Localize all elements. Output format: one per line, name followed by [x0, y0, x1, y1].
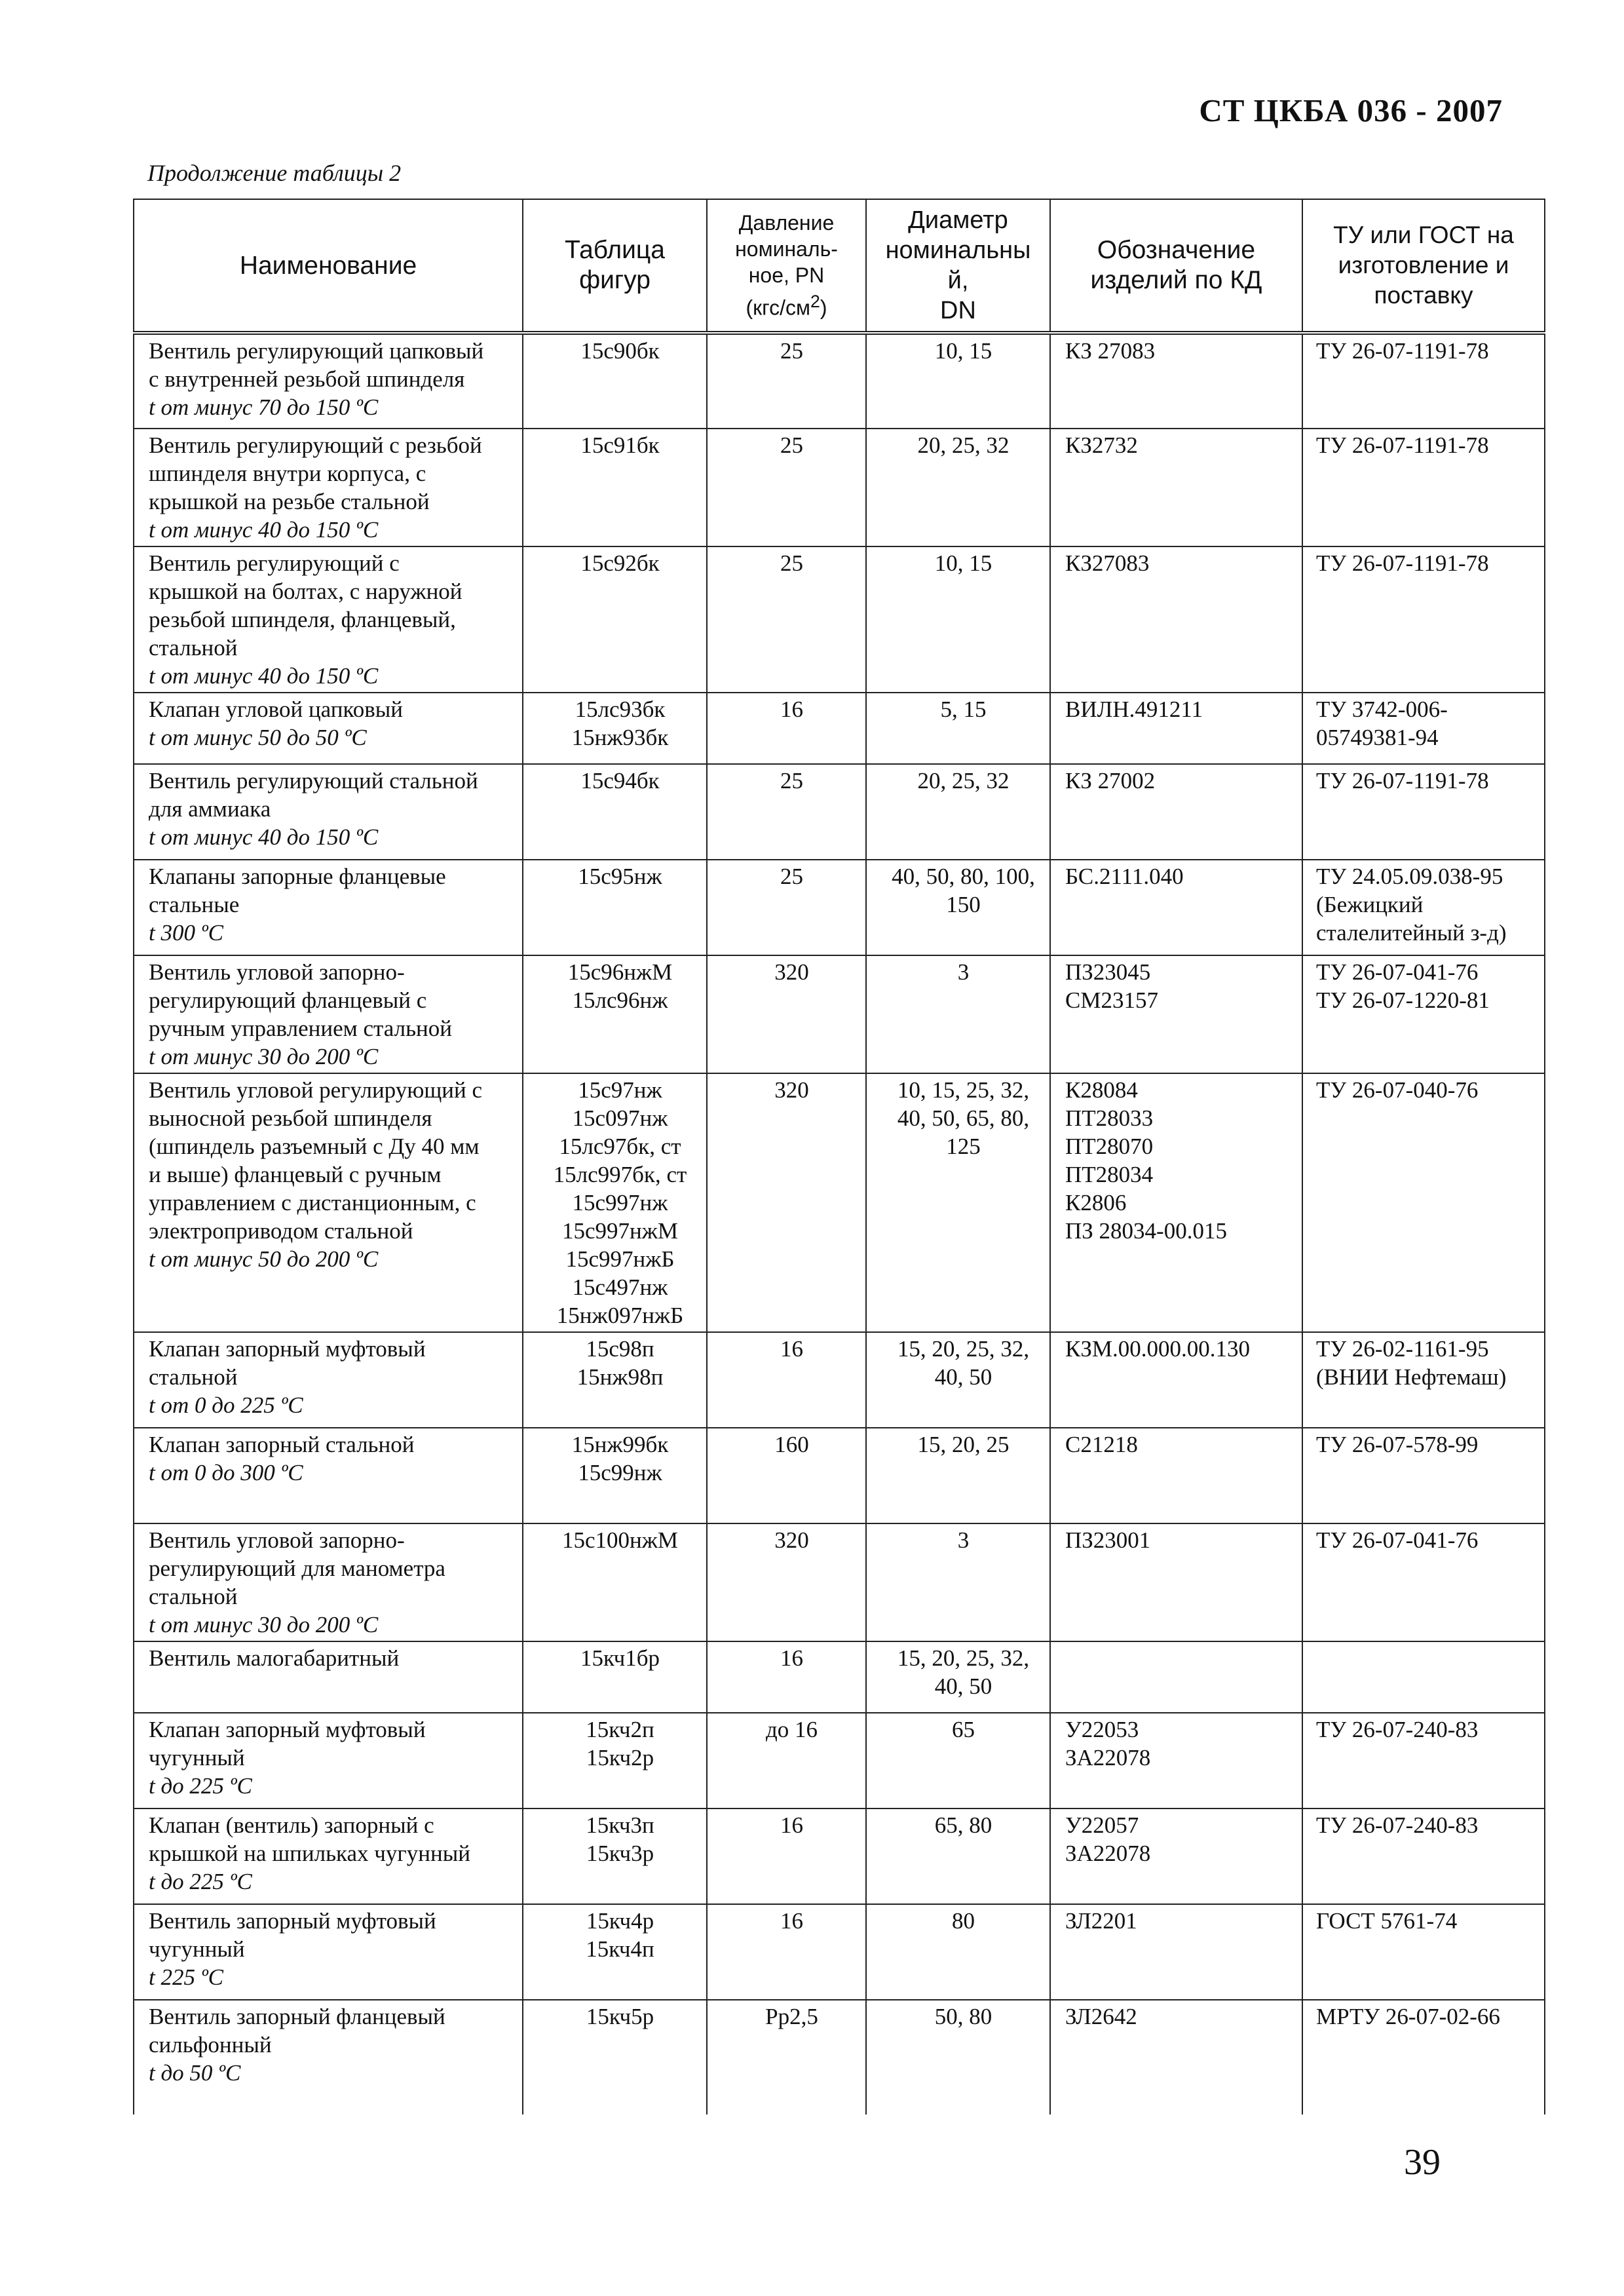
cell-name-line: Клапан запорный муфтовый — [149, 1717, 426, 1742]
cell-temperature-range: t от минус 30 до 200 ºС — [149, 1612, 379, 1637]
cell-diameter-line: 10, 15 — [934, 550, 992, 576]
cell-name-line: Вентиль запорный фланцевый — [149, 2004, 445, 2029]
cell-kd-designation-line: ПЗ23045 — [1065, 959, 1151, 985]
cell-name-line: для аммиака — [149, 796, 271, 822]
cell-diameter — [866, 955, 1050, 1073]
cell-tu-gost-line: ТУ 26-07-240-83 — [1316, 1812, 1479, 1838]
cell-name-line: Клапан угловой цапковый — [149, 697, 403, 722]
table-row — [134, 546, 1545, 693]
column-header-tu-line: изготовление и — [1338, 252, 1509, 278]
cell-name — [134, 693, 523, 764]
table-row — [134, 1332, 1545, 1428]
cell-figure — [523, 429, 707, 546]
cell-figure — [523, 764, 707, 860]
cell-figure-line: 15с97нж — [578, 1077, 662, 1103]
table-row — [134, 1428, 1545, 1523]
cell-diameter-line: 40, 50, 65, 80, — [897, 1105, 1030, 1131]
cell-name — [134, 1713, 523, 1808]
cell-name-line: резьбой шпинделя, фланцевый, — [149, 607, 456, 632]
cell-name — [134, 2000, 523, 2114]
cell-name-line: крышкой на резьбе стальной — [149, 489, 430, 514]
cell-temperature-range: t 225 ºС — [149, 1964, 223, 1990]
cell-kd-designation — [1050, 429, 1302, 546]
cell-diameter — [866, 1713, 1050, 1808]
column-header-diameter — [866, 199, 1050, 333]
cell-figure-line: 15нж98п — [576, 1364, 664, 1390]
cell-figure-line: 15нж99бк — [571, 1432, 669, 1457]
cell-temperature-range: t от 0 до 225 ºС — [149, 1392, 303, 1418]
table-row — [134, 429, 1545, 546]
cell-kd-designation — [1050, 1523, 1302, 1641]
cell-name-line: Клапан запорный стальной — [149, 1432, 415, 1457]
cell-tu-gost — [1302, 429, 1545, 546]
cell-temperature-range: t от минус 50 до 200 ºС — [149, 1246, 379, 1272]
cell-figure-line: 15кч3р — [586, 1841, 654, 1866]
column-header-kd-line: изделий по КД — [1090, 266, 1262, 294]
cell-tu-gost — [1302, 693, 1545, 764]
cell-name — [134, 764, 523, 860]
cell-temperature-range: t до 225 ºС — [149, 1869, 252, 1894]
column-header-figure-table — [523, 199, 707, 333]
cell-tu-gost-line: ТУ 26-07-1191-78 — [1316, 432, 1489, 458]
table-row — [134, 1073, 1545, 1332]
cell-name — [134, 1808, 523, 1904]
table-row — [134, 2000, 1545, 2114]
cell-tu-gost-line: МРТУ 26-07-02-66 — [1316, 2004, 1500, 2029]
cell-name — [134, 1641, 523, 1713]
cell-kd-designation-line: ЗА22078 — [1065, 1745, 1151, 1770]
cell-kd-designation — [1050, 1428, 1302, 1523]
cell-temperature-range: t от 0 до 300 ºС — [149, 1460, 303, 1485]
column-header-pressure-line: ное, PN — [748, 263, 825, 288]
page-number: 39 — [1404, 2142, 1441, 2183]
cell-name-line: (шпиндель разъемный с Ду 40 мм — [149, 1134, 480, 1159]
cell-temperature-range: t от минус 40 до 150 ºС — [149, 517, 379, 543]
cell-name-line: стальные — [149, 892, 240, 917]
cell-name-line: Клапаны запорные фланцевые — [149, 864, 446, 889]
cell-figure-line: 15с94бк — [580, 768, 660, 794]
cell-tu-gost — [1302, 860, 1545, 955]
cell-name-line: Вентиль угловой регулирующий с — [149, 1077, 483, 1103]
cell-name-line: Вентиль запорный муфтовый — [149, 1908, 436, 1934]
cell-diameter-line: 3 — [957, 1527, 970, 1553]
cell-kd-designation-line: К28084 — [1065, 1077, 1138, 1103]
cell-figure-line: 15лс96нж — [572, 987, 668, 1013]
cell-diameter — [866, 860, 1050, 955]
cell-figure — [523, 1713, 707, 1808]
cell-tu-gost-line: (ВНИИ Нефтемаш) — [1316, 1364, 1507, 1390]
cell-name-line: Вентиль регулирующий стальной — [149, 768, 478, 794]
cell-diameter-line: 40, 50 — [934, 1364, 992, 1390]
table-body — [134, 333, 1545, 2114]
cell-temperature-range: t 300 ºС — [149, 920, 223, 946]
cell-figure — [523, 546, 707, 693]
cell-pressure: 16 — [707, 693, 866, 764]
column-header-pressure-line: Давление — [738, 211, 835, 235]
valve-spec-table — [133, 199, 1545, 2114]
cell-figure-line: 15кч1бр — [580, 1645, 660, 1671]
cell-pressure: 25 — [707, 429, 866, 546]
cell-figure-line: 15с90бк — [580, 338, 660, 364]
cell-figure-line: 15кч2п — [586, 1717, 654, 1742]
table-header-row — [134, 199, 1545, 333]
cell-kd-designation-line: ПТ28033 — [1065, 1105, 1154, 1131]
table-row — [134, 1523, 1545, 1641]
table-row — [134, 1808, 1545, 1904]
cell-tu-gost — [1302, 1641, 1545, 1713]
column-header-diameter-line: Диаметр — [908, 206, 1008, 234]
cell-pressure: 25 — [707, 764, 866, 860]
cell-figure-line: 15с100нжМ — [561, 1527, 679, 1553]
cell-kd-designation — [1050, 1904, 1302, 2000]
cell-tu-gost — [1302, 1808, 1545, 1904]
cell-kd-designation — [1050, 955, 1302, 1073]
cell-kd-designation-line: С21218 — [1065, 1432, 1138, 1457]
column-header-diameter-line: й, — [947, 267, 969, 294]
cell-figure-line: 15с95нж — [578, 864, 662, 889]
cell-figure-line: 15с497нж — [572, 1274, 668, 1300]
cell-figure-line: 15лс997бк, ст — [553, 1162, 687, 1187]
cell-kd-designation — [1050, 860, 1302, 955]
cell-diameter — [866, 1523, 1050, 1641]
cell-figure-line: 15нж93бк — [571, 725, 669, 750]
column-header-pressure — [707, 199, 866, 333]
cell-tu-gost-line: ТУ 26-02-1161-95 — [1316, 1336, 1489, 1362]
cell-name — [134, 1904, 523, 2000]
cell-kd-designation-line: КЗ 27083 — [1065, 338, 1156, 364]
cell-name-line: Вентиль угловой запорно- — [149, 959, 405, 985]
cell-figure-line: 15кч4р — [586, 1908, 654, 1934]
cell-tu-gost — [1302, 1713, 1545, 1808]
cell-tu-gost-line: ТУ 24.05.09.038-95 — [1316, 864, 1503, 889]
cell-tu-gost-line: сталелитейный з-д) — [1316, 920, 1507, 946]
cell-kd-designation-line: КЗ27083 — [1065, 550, 1150, 576]
cell-pressure: 320 — [707, 1523, 866, 1641]
cell-figure — [523, 860, 707, 955]
cell-figure-line: 15лс97бк, ст — [559, 1134, 681, 1159]
column-header-name: Наименование — [134, 199, 523, 333]
cell-figure-line: 15с097нж — [572, 1105, 668, 1131]
cell-name — [134, 546, 523, 693]
cell-diameter-line: 10, 15, 25, 32, — [897, 1077, 1030, 1103]
cell-tu-gost — [1302, 546, 1545, 693]
cell-kd-designation — [1050, 1713, 1302, 1808]
cell-tu-gost — [1302, 1523, 1545, 1641]
cell-tu-gost-line: ТУ 26-07-041-76 — [1316, 959, 1479, 985]
table-row — [134, 1641, 1545, 1713]
cell-tu-gost-line: ТУ 26-07-1191-78 — [1316, 768, 1489, 794]
cell-name-line: Вентиль регулирующий с — [149, 550, 400, 576]
cell-diameter-line: 150 — [946, 892, 981, 917]
unit-close: ) — [820, 296, 827, 320]
cell-name-line: ручным управлением стальной — [149, 1016, 452, 1041]
cell-tu-gost — [1302, 764, 1545, 860]
table-row — [134, 955, 1545, 1073]
cell-tu-gost-line: ТУ 26-07-040-76 — [1316, 1077, 1479, 1103]
cell-name-line: управлением с дистанционным, с — [149, 1190, 476, 1215]
column-header-tu-gost — [1302, 199, 1545, 333]
cell-name-line: и выше) фланцевый с ручным — [149, 1162, 442, 1187]
cell-pressure: до 16 — [707, 1713, 866, 1808]
cell-name-line: крышкой на шпильках чугунный — [149, 1841, 470, 1866]
cell-diameter — [866, 429, 1050, 546]
cell-kd-designation — [1050, 1332, 1302, 1428]
cell-diameter-line: 3 — [957, 959, 970, 985]
cell-diameter-line: 65 — [952, 1717, 975, 1742]
cell-diameter-line: 15, 20, 25, 32, — [897, 1645, 1030, 1671]
cell-temperature-range: t до 225 ºС — [149, 1773, 252, 1799]
cell-name — [134, 333, 523, 429]
column-header-tu-line: поставку — [1374, 282, 1473, 309]
cell-figure — [523, 2000, 707, 2114]
cell-tu-gost-line: ТУ 26-07-240-83 — [1316, 1717, 1479, 1742]
cell-kd-designation-line: БС.2111.040 — [1065, 864, 1184, 889]
cell-tu-gost — [1302, 2000, 1545, 2114]
cell-figure-line: 15кч4п — [586, 1936, 654, 1962]
cell-figure — [523, 955, 707, 1073]
cell-tu-gost — [1302, 1428, 1545, 1523]
cell-name-line: Клапан (вентиль) запорный с — [149, 1812, 434, 1838]
cell-pressure: 25 — [707, 860, 866, 955]
column-header-figure-line: Таблица — [565, 236, 665, 264]
cell-diameter — [866, 1073, 1050, 1332]
cell-figure — [523, 1428, 707, 1523]
cell-name-line: Вентиль регулирующий цапковый — [149, 338, 484, 364]
cell-kd-designation-line: СМ23157 — [1065, 987, 1158, 1013]
cell-diameter-line: 20, 25, 32 — [917, 432, 1010, 458]
cell-temperature-range: t от минус 70 до 150 ºС — [149, 394, 379, 420]
cell-kd-designation — [1050, 693, 1302, 764]
cell-kd-designation-line: КЗМ.00.000.00.130 — [1065, 1336, 1250, 1362]
cell-name-line: электроприводом стальной — [149, 1218, 413, 1244]
table-row — [134, 333, 1545, 429]
cell-kd-designation-line: КЗ2732 — [1065, 432, 1138, 458]
cell-pressure: 25 — [707, 333, 866, 429]
cell-kd-designation — [1050, 1641, 1302, 1713]
cell-name-line: Вентиль малогабаритный — [149, 1645, 400, 1671]
cell-diameter — [866, 1332, 1050, 1428]
cell-name-line: с внутренней резьбой шпинделя — [149, 366, 465, 392]
cell-diameter-line: 40, 50, 80, 100, — [892, 864, 1035, 889]
cell-pressure: 320 — [707, 955, 866, 1073]
table-row — [134, 860, 1545, 955]
cell-name-line: Вентиль регулирующий с резьбой — [149, 432, 482, 458]
cell-tu-gost-line: ГОСТ 5761-74 — [1316, 1908, 1458, 1934]
cell-figure — [523, 1523, 707, 1641]
cell-figure-line: 15кч5р — [586, 2004, 654, 2029]
cell-name — [134, 1523, 523, 1641]
cell-diameter — [866, 693, 1050, 764]
column-header-diameter-line: номинальны — [885, 237, 1031, 264]
cell-name-line: сильфонный — [149, 2032, 272, 2057]
cell-name-line: крышкой на болтах, с наружной — [149, 579, 463, 604]
cell-figure — [523, 1904, 707, 2000]
column-header-pressure-unit — [711, 288, 861, 321]
cell-name-line: стальной — [149, 1364, 238, 1390]
cell-kd-designation-line: ПЗ 28034-00.015 — [1065, 1218, 1227, 1244]
cell-kd-designation-line: ПТ28034 — [1065, 1162, 1154, 1187]
cell-diameter — [866, 333, 1050, 429]
cell-pressure: 320 — [707, 1073, 866, 1332]
cell-tu-gost — [1302, 1073, 1545, 1332]
cell-temperature-range: t от минус 40 до 150 ºС — [149, 824, 379, 850]
cell-pressure: 160 — [707, 1428, 866, 1523]
cell-figure-line: 15с997нжМ — [561, 1218, 679, 1244]
cell-temperature-range: t от минус 50 до 50 ºС — [149, 725, 367, 750]
cell-kd-designation-line: У22053 — [1065, 1717, 1139, 1742]
cell-figure-line: 15с96нжМ — [567, 959, 673, 985]
cell-temperature-range: t от минус 30 до 200 ºС — [149, 1044, 379, 1069]
cell-kd-designation-line: ПТ28070 — [1065, 1134, 1154, 1159]
cell-diameter — [866, 2000, 1050, 2114]
cell-tu-gost — [1302, 333, 1545, 429]
cell-figure — [523, 693, 707, 764]
document-code: СТ ЦКБА 036 - 2007 — [1199, 92, 1503, 128]
cell-kd-designation — [1050, 1808, 1302, 1904]
cell-pressure: 16 — [707, 1808, 866, 1904]
unit-base: (кгс/см — [746, 296, 811, 320]
column-header-diameter-line: DN — [940, 297, 976, 324]
cell-tu-gost — [1302, 1904, 1545, 2000]
cell-kd-designation-line: ЗЛ2642 — [1065, 2004, 1137, 2029]
cell-diameter — [866, 1641, 1050, 1713]
cell-kd-designation-line: К2806 — [1065, 1190, 1127, 1215]
cell-figure-line: 15с91бк — [580, 432, 660, 458]
cell-tu-gost-line: ТУ 26-07-1191-78 — [1316, 338, 1489, 364]
cell-name — [134, 1332, 523, 1428]
cell-figure-line: 15с997нжБ — [565, 1246, 675, 1272]
cell-kd-designation-line: У22057 — [1065, 1812, 1139, 1838]
cell-tu-gost-line: 05749381-94 — [1316, 725, 1439, 750]
cell-name — [134, 1073, 523, 1332]
cell-temperature-range: t от минус 40 до 150 ºС — [149, 663, 379, 689]
cell-figure — [523, 1073, 707, 1332]
cell-temperature-range: t до 50 ºС — [149, 2060, 241, 2086]
cell-figure-line: 15с92бк — [580, 550, 660, 576]
column-header-kd-line: Обозначение — [1097, 236, 1256, 264]
cell-figure — [523, 1641, 707, 1713]
cell-kd-designation — [1050, 333, 1302, 429]
cell-kd-designation-line: ПЗ23001 — [1065, 1527, 1151, 1553]
cell-name-line: Вентиль угловой запорно- — [149, 1527, 405, 1553]
cell-diameter-line: 15, 20, 25, 32, — [897, 1336, 1030, 1362]
cell-name-line: выносной резьбой шпинделя — [149, 1105, 432, 1131]
cell-tu-gost-line: ТУ 26-07-1220-81 — [1316, 987, 1490, 1013]
cell-figure — [523, 333, 707, 429]
cell-kd-designation-line: ВИЛН.491211 — [1065, 697, 1203, 722]
column-header-tu-line: ТУ или ГОСТ на — [1333, 221, 1514, 248]
cell-kd-designation — [1050, 764, 1302, 860]
cell-name-line: стальной — [149, 635, 238, 660]
column-header-pressure-line: номиналь- — [735, 237, 838, 261]
cell-diameter-line: 40, 50 — [934, 1674, 992, 1699]
cell-diameter-line: 10, 15 — [934, 338, 992, 364]
cell-name-line: Клапан запорный муфтовый — [149, 1336, 426, 1362]
cell-pressure: 16 — [707, 1332, 866, 1428]
table-continuation-caption: Продолжение таблицы 2 — [147, 160, 402, 186]
cell-kd-designation — [1050, 546, 1302, 693]
cell-diameter-line: 20, 25, 32 — [917, 768, 1010, 794]
cell-diameter — [866, 1808, 1050, 1904]
cell-diameter — [866, 1904, 1050, 2000]
cell-figure-line: 15нж097нжБ — [556, 1303, 684, 1328]
cell-diameter — [866, 1428, 1050, 1523]
cell-tu-gost — [1302, 1332, 1545, 1428]
cell-figure-line: 15лс93бк — [575, 697, 666, 722]
cell-kd-designation-line: ЗА22078 — [1065, 1841, 1151, 1866]
cell-pressure: 16 — [707, 1904, 866, 2000]
cell-diameter-line: 15, 20, 25 — [917, 1432, 1010, 1457]
cell-figure — [523, 1332, 707, 1428]
cell-tu-gost — [1302, 955, 1545, 1073]
cell-name — [134, 860, 523, 955]
cell-tu-gost-line: ТУ 26-07-041-76 — [1316, 1527, 1479, 1553]
cell-figure — [523, 1808, 707, 1904]
cell-figure-line: 15кч3п — [586, 1812, 654, 1838]
cell-name-line: чугунный — [149, 1745, 245, 1770]
cell-kd-designation — [1050, 2000, 1302, 2114]
table-row — [134, 764, 1545, 860]
cell-name-line: шпинделя внутри корпуса, с — [149, 461, 426, 486]
cell-diameter-line: 50, 80 — [934, 2004, 992, 2029]
cell-tu-gost-line: (Бежицкий — [1316, 892, 1424, 917]
cell-name-line: регулирующий фланцевый с — [149, 987, 427, 1013]
cell-diameter — [866, 764, 1050, 860]
cell-figure-line: 15с98п — [586, 1336, 654, 1362]
cell-diameter-line: 125 — [946, 1134, 981, 1159]
table-row — [134, 693, 1545, 764]
unit-exponent: 2 — [810, 292, 820, 312]
table-row — [134, 1904, 1545, 2000]
cell-tu-gost-line: ТУ 26-07-578-99 — [1316, 1432, 1479, 1457]
cell-name-line: регулирующий для манометра — [149, 1556, 445, 1581]
cell-pressure: 25 — [707, 546, 866, 693]
column-header-figure-line: фигур — [579, 266, 651, 294]
cell-tu-gost-line: ТУ 26-07-1191-78 — [1316, 550, 1489, 576]
cell-name — [134, 955, 523, 1073]
cell-pressure: Рр2,5 — [707, 2000, 866, 2114]
cell-kd-designation-line: КЗ 27002 — [1065, 768, 1156, 794]
cell-figure-line: 15с99нж — [578, 1460, 662, 1485]
cell-name-line: стальной — [149, 1584, 238, 1609]
cell-diameter — [866, 546, 1050, 693]
cell-diameter-line: 65, 80 — [934, 1812, 992, 1838]
cell-name-line: чугунный — [149, 1936, 245, 1962]
cell-name — [134, 1428, 523, 1523]
cell-name — [134, 429, 523, 546]
column-header-kd-designation — [1050, 199, 1302, 333]
cell-kd-designation-line: ЗЛ2201 — [1065, 1908, 1137, 1934]
cell-figure-line: 15с997нж — [572, 1190, 668, 1215]
cell-figure-line: 15кч2р — [586, 1745, 654, 1770]
table-row — [134, 1713, 1545, 1808]
cell-tu-gost-line: ТУ 3742-006- — [1316, 697, 1448, 722]
cell-kd-designation — [1050, 1073, 1302, 1332]
cell-diameter-line: 80 — [952, 1908, 975, 1934]
cell-pressure: 16 — [707, 1641, 866, 1713]
cell-diameter-line: 5, 15 — [940, 697, 987, 722]
